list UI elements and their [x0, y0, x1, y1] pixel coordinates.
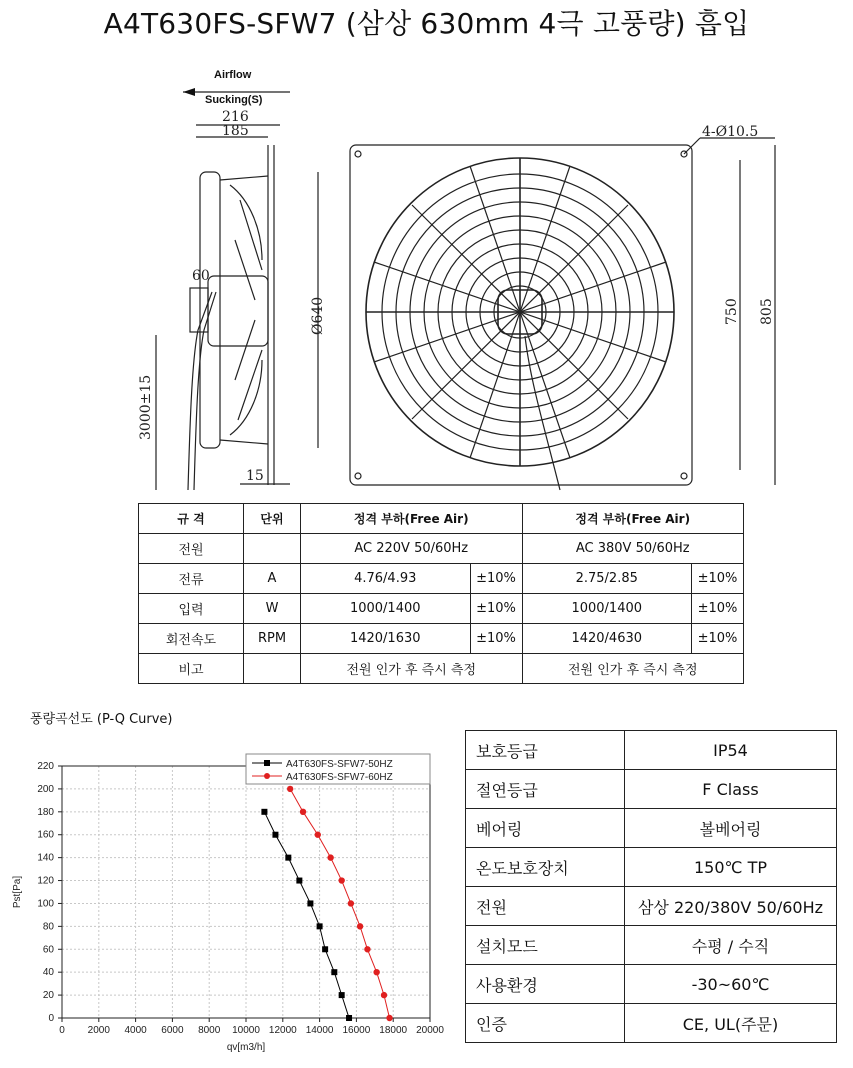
property-value: 삼상 220/380V 50/60Hz: [625, 887, 837, 926]
x-tick-label: 8000: [198, 1025, 221, 1036]
dim-216: 216: [222, 109, 249, 125]
spec-unit: [244, 534, 301, 564]
data-point: [364, 946, 370, 952]
dim-mount-holes: 4-Ø10.5: [702, 124, 759, 140]
spec-tolerance-220v: ±10%: [470, 564, 522, 594]
data-point: [296, 878, 302, 884]
data-point: [386, 1015, 392, 1021]
dim-805: 805: [759, 298, 775, 325]
fan-technical-drawing: [0, 0, 853, 500]
property-value: 수평 / 수직: [625, 926, 837, 965]
x-tick-label: 16000: [342, 1025, 371, 1036]
data-point: [331, 969, 337, 975]
property-key: 베어링: [466, 809, 625, 848]
y-tick-label: 40: [42, 967, 54, 979]
spec-header-row: [139, 504, 744, 534]
y-tick-label: 180: [37, 806, 54, 818]
dim-cable-length: 3000±15: [138, 374, 154, 440]
spec-name: 전류: [139, 564, 244, 594]
legend-label: A4T630FS-SFW7-60HZ: [286, 772, 393, 783]
x-tick-label: 12000: [268, 1025, 297, 1036]
spec-unit: W: [244, 594, 301, 624]
data-point: [338, 877, 344, 883]
property-key: 절연등급: [466, 770, 625, 809]
y-tick-label: 100: [37, 898, 54, 910]
spec-header-220v: 정격 부하(Free Air): [301, 504, 523, 534]
property-key: 사용환경: [466, 965, 625, 1004]
x-tick-label: 20000: [416, 1025, 444, 1036]
data-point: [346, 1015, 352, 1021]
side-view: [138, 69, 326, 490]
table-row: [466, 809, 837, 848]
properties-table: [465, 730, 837, 1043]
data-point: [272, 832, 278, 838]
spec-tolerance-380v: ±10%: [692, 564, 744, 594]
spec-tolerance-380v: ±10%: [692, 624, 744, 654]
property-value: F Class: [625, 770, 837, 809]
table-row: [139, 594, 744, 624]
spec-value-220v: 4.76/4.93: [301, 564, 471, 594]
spec-header-name: 규 격: [139, 504, 244, 534]
y-tick-label: 20: [42, 990, 54, 1002]
spec-value-220v: AC 220V 50/60Hz: [301, 534, 523, 564]
data-point: [300, 809, 306, 815]
property-key: 보호등급: [466, 731, 625, 770]
data-point: [287, 786, 293, 792]
property-value: -30~60℃: [625, 965, 837, 1004]
spec-tolerance-220v: ±10%: [470, 594, 522, 624]
property-value: 볼베어링: [625, 809, 837, 848]
spec-tolerance-220v: ±10%: [470, 624, 522, 654]
y-tick-label: 160: [37, 829, 54, 841]
spec-name: 전원: [139, 534, 244, 564]
x-tick-label: 6000: [161, 1025, 184, 1036]
spec-name: 회전속도: [139, 624, 244, 654]
spec-value-220v: 1000/1400: [301, 594, 471, 624]
data-point: [322, 946, 328, 952]
data-point: [307, 900, 313, 906]
dim-750: 750: [724, 298, 740, 325]
airflow-label: Airflow: [214, 69, 252, 81]
spec-header-unit: 단위: [244, 504, 301, 534]
y-axis-label: Pst[Pa]: [12, 875, 23, 909]
property-key: 전원: [466, 887, 625, 926]
data-point: [317, 923, 323, 929]
legend-label: A4T630FS-SFW7-50HZ: [286, 759, 393, 770]
legend-marker: [264, 773, 270, 779]
data-point: [373, 969, 379, 975]
curve-title: 풍량곡선도 (P-Q Curve): [30, 712, 173, 727]
spec-unit: RPM: [244, 624, 301, 654]
data-point: [261, 809, 267, 815]
property-value: IP54: [625, 731, 837, 770]
data-point: [357, 923, 363, 929]
table-row: [466, 926, 837, 965]
spec-value-380v: 1420/4630: [522, 624, 692, 654]
dim-185: 185: [222, 123, 249, 139]
spec-unit: A: [244, 564, 301, 594]
x-tick-label: 2000: [87, 1025, 110, 1036]
spec-value-380v: AC 380V 50/60Hz: [522, 534, 744, 564]
spec-value-380v: 2.75/2.85: [522, 564, 692, 594]
spec-name: 입력: [139, 594, 244, 624]
legend-marker: [264, 760, 270, 766]
x-tick-label: 4000: [124, 1025, 147, 1036]
y-tick-label: 220: [37, 761, 54, 772]
data-point: [315, 832, 321, 838]
table-row: [466, 770, 837, 809]
y-tick-label: 200: [37, 783, 54, 795]
spec-value-380v: 1000/1400: [522, 594, 692, 624]
data-point: [327, 854, 333, 860]
y-tick-label: 80: [42, 921, 54, 933]
data-point: [285, 855, 291, 861]
table-row: [466, 731, 837, 770]
data-point: [348, 900, 354, 906]
table-row: [139, 654, 744, 684]
y-tick-label: 60: [42, 944, 54, 956]
data-point: [381, 992, 387, 998]
table-row: [466, 1004, 837, 1043]
spec-table: [138, 503, 744, 684]
data-point: [339, 992, 345, 998]
dim-60: 60: [192, 268, 210, 284]
table-row: [139, 624, 744, 654]
spec-value-380v: 전원 인가 후 즉시 측정: [522, 654, 744, 684]
spec-value-220v: 전원 인가 후 즉시 측정: [301, 654, 523, 684]
dim-15: 15: [246, 468, 264, 484]
spec-name: 비고: [139, 654, 244, 684]
property-value: 150℃ TP: [625, 848, 837, 887]
x-tick-label: 10000: [232, 1025, 260, 1036]
spec-unit: [244, 654, 301, 684]
x-tick-label: 14000: [305, 1025, 334, 1036]
pq-curve-chart: [0, 740, 450, 1065]
series-line: [264, 812, 349, 1018]
sucking-label: Sucking(S): [205, 94, 263, 106]
page-title: A4T630FS-SFW7 (삼상 630mm 4극 고풍량) 흡입: [103, 7, 750, 40]
y-tick-label: 140: [37, 852, 54, 864]
dim-640: Ø640: [310, 296, 326, 335]
table-row: [139, 534, 744, 564]
x-tick-label: 0: [59, 1025, 65, 1036]
property-value: CE, UL(주문): [625, 1004, 837, 1043]
table-row: [466, 965, 837, 1004]
table-row: [466, 887, 837, 926]
x-tick-label: 18000: [379, 1025, 408, 1036]
y-tick-label: 120: [37, 875, 54, 887]
y-tick-label: 0: [48, 1013, 54, 1024]
property-key: 온도보호장치: [466, 848, 625, 887]
table-row: [139, 564, 744, 594]
x-axis-label: qv[m3/h]: [226, 1042, 266, 1053]
spec-header-380v: 정격 부하(Free Air): [522, 504, 744, 534]
spec-tolerance-380v: ±10%: [692, 594, 744, 624]
front-view: [350, 124, 775, 490]
table-row: [466, 848, 837, 887]
property-key: 인증: [466, 1004, 625, 1043]
spec-value-220v: 1420/1630: [301, 624, 471, 654]
property-key: 설치모드: [466, 926, 625, 965]
